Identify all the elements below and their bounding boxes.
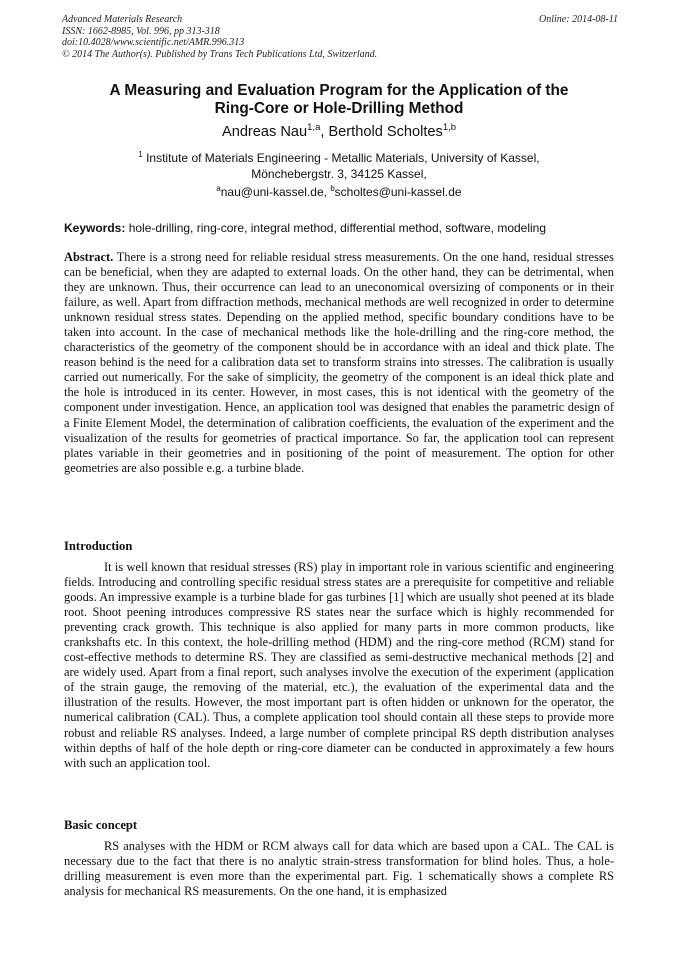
keywords-text: hole-drilling, ring-core, integral method, differential method, software, modeling xyxy=(125,221,547,235)
online-date: Online: 2014-08-11 xyxy=(539,14,618,25)
author-list xyxy=(62,124,616,141)
email-mark: a xyxy=(216,184,221,193)
keywords xyxy=(64,221,616,236)
email-address[interactable]: scholtes@uni-kassel.de xyxy=(334,185,462,199)
email-mark: b xyxy=(330,184,335,193)
issn-line: ISSN: 1662-8985, Vol. 996, pp 313-318 xyxy=(62,25,220,37)
email-line xyxy=(62,185,616,200)
title-line-1: A Measuring and Evaluation Program for the Application of the xyxy=(109,82,569,99)
introduction-paragraph: It is well known that residual stresses (RS) play in important role in various scientific and engineering fields. Introducing and controlling specific residual stress states are a prerequisite for competitive and reliable goods. An impressive example is a turbine blade for gas turbines [1] which are usually shot peened at its blade root. Shoot peening introduces compressive RS states near the surface which is highly recommended for preventing crack growth. This technique is also applied for many parts in more common products, like crankshafts etc. In this context, the hole-drilling method (HDM) and the ring-core method (RCM) stand for cost-effective methods to determine RS. They are classified as semi-destructive mechanical methods [2] and are widely used. Apart from a final report, such analyses involve the execution of the experiment (application of the strain gauge, the removing of the material, etc.), the evaluation of the experimental data and the illustration of the results. However, the most important part is often hidden or unknown for the operator, the numerical calibration (CAL). Thus, a complete application tool should contain all these steps to provide more robust and reliable RS analyses. Indeed, a large number of complete principal RS depth distribution analyses within depths of half of the hole depth or ring-core diameter can be conducted in approximately a few hours with such an application tool. xyxy=(64,560,614,770)
author-name: Berthold Scholtes xyxy=(328,124,443,140)
title-line-2: Ring-Core or Hole-Drilling Method xyxy=(214,100,464,117)
affiliation-line-1: Institute of Materials Engineering - Metallic Materials, University of Kassel, xyxy=(142,151,540,165)
section-heading-basic-concept: Basic concept xyxy=(64,818,138,832)
affiliation-mark: 1 xyxy=(138,150,143,159)
journal-header xyxy=(62,14,618,60)
abstract-text: There is a strong need for reliable residual stress measurements. On the one hand, residual stresses can be beneficial, when they are adapted to external loads. On the other hand, they can be detrimental, when they are unknown. Thus, their occurrence can lead to an uneconomical oversizing of components or in their failure, as well. Apart from diffraction methods, mechanical methods are well recognized in order to determine unknown residual stress states. Depending on the applied method, specific boundary conditions have to be taken into account. In the case of mechanical methods like the hole-drilling and the ring-core method, the characteristics of the geometry of the component should be in accordance with an ideal and thick plate. The reason behind is the need for a calibration data set to transform strains into stresses. The calibration is usually carried out numerically. For the sake of simplicity, the geometry of the component is an ideal thick plate and the hole is introduced in its center. However, in most cases, this is not identical with the geometry of the component under investigation. Hence, an application tool was designed that enables the parametric design of a Finite Element Model, the determination of calibration coefficients, the evaluation of the experiment and the visualization of the results for geometries of practical importance. So far, the application tool can represent plates variable in their geometries and in positioning of the point of measurement. The option for other geometries are also possible e.g. a turbine blade. xyxy=(64,250,614,475)
author-affiliation-mark: 1,b xyxy=(442,122,457,134)
copyright-line: © 2014 The Author(s). Published by Trans Tech Publications Ltd, Switzerland. xyxy=(62,48,378,60)
author-name: Andreas Nau xyxy=(221,124,308,140)
affiliation-line-2: Mönchebergstr. 3, 34125 Kassel, xyxy=(251,167,427,181)
journal-name: Advanced Materials Research xyxy=(62,14,183,25)
abstract xyxy=(64,250,614,476)
email-address[interactable]: nau@uni-kassel.de, xyxy=(220,185,331,199)
doi-line: doi:10.4028/www.scientific.net/AMR.996.313 xyxy=(62,37,245,48)
keywords-label: Keywords: xyxy=(64,221,126,235)
section-heading-introduction: Introduction xyxy=(64,539,133,553)
author-separator: , xyxy=(320,124,329,140)
author-affiliation-mark: 1,a xyxy=(307,122,321,134)
affiliation xyxy=(62,150,616,182)
paper-title xyxy=(62,82,616,118)
basic-concept-paragraph: RS analyses with the HDM or RCM always call for data which are based upon a CAL. The CAL is necessary due to the fact that there is no analytic strain-stress transformation for blind holes. Thus, a hole-drilling measurement is even more than the experimental part. Fig. 1 schematically shows a complete RS analysis for mechanical RS measurements. On the one hand, it is emphasized xyxy=(64,839,614,899)
abstract-label: Abstract. xyxy=(64,250,114,264)
